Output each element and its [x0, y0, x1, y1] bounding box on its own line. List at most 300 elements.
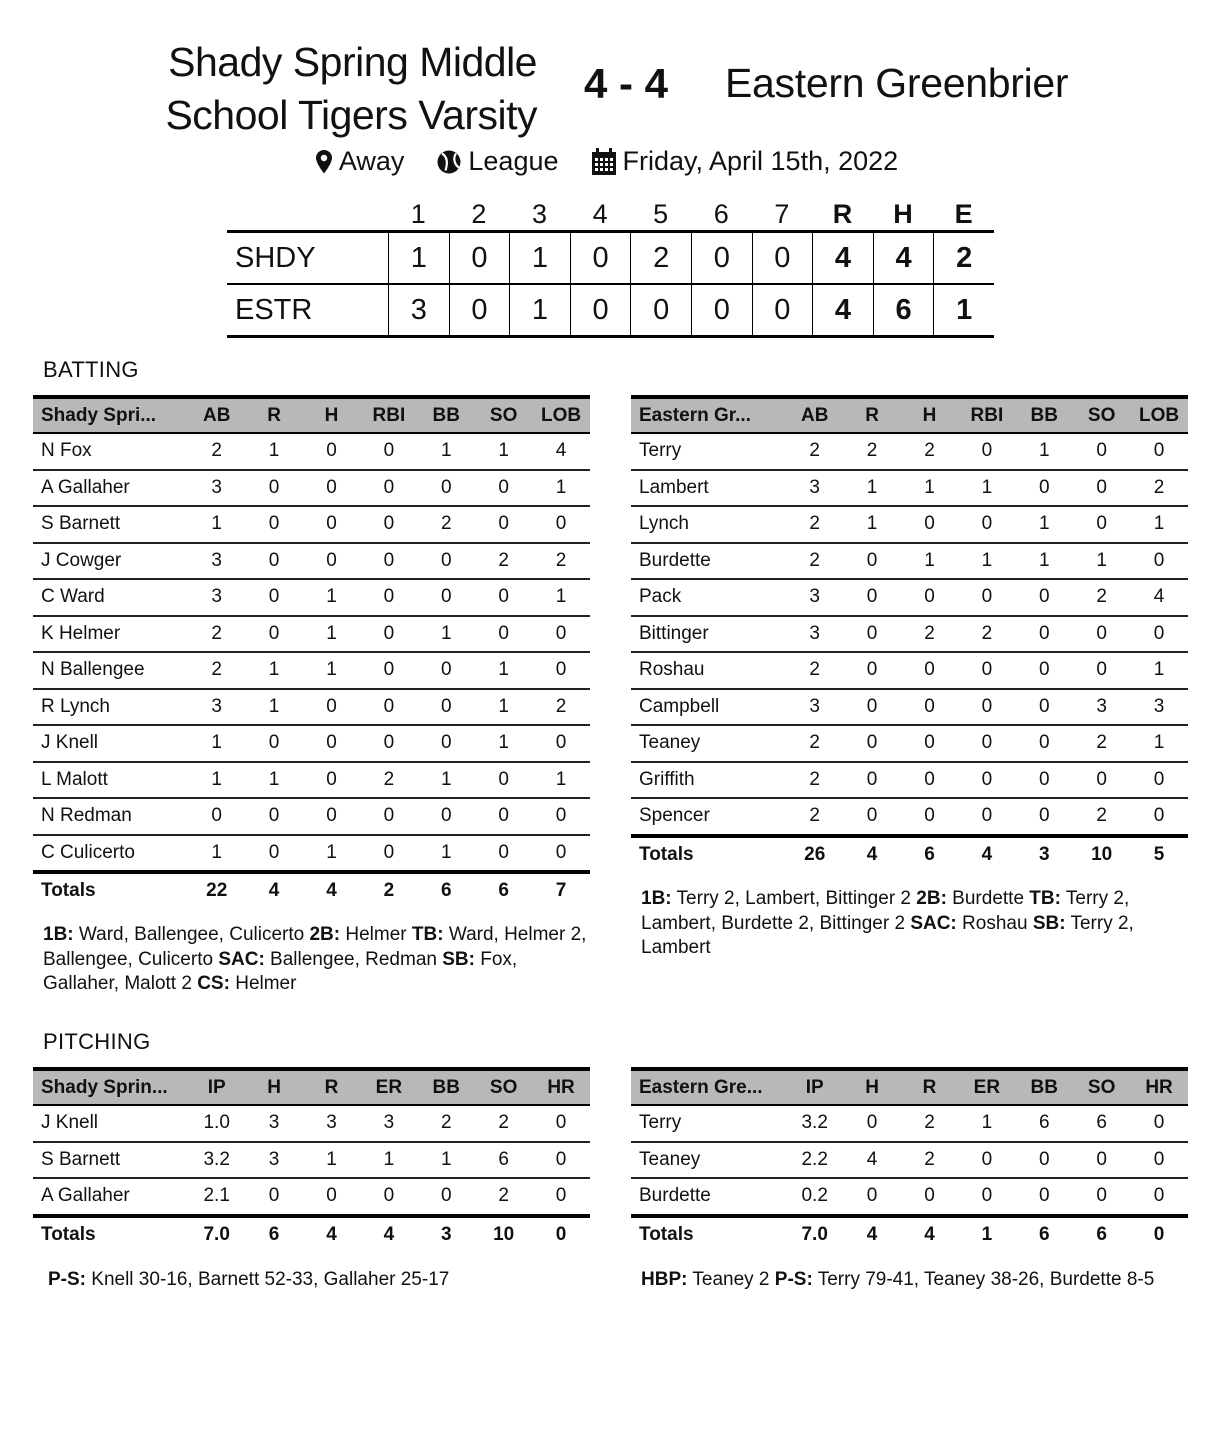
linescore-inning-cell: 1	[509, 285, 570, 335]
stat-value: 1	[498, 695, 509, 717]
player-name: Campbell	[639, 695, 720, 717]
stat-value: 0	[326, 440, 337, 462]
note-text: Ballengee, Redman	[264, 948, 443, 970]
date-info	[591, 146, 899, 177]
stat-value: 0	[1038, 732, 1050, 754]
stat-value: 0	[981, 768, 993, 790]
player-name: Lynch	[639, 513, 689, 535]
stat-value: 1	[1153, 659, 1165, 681]
linescore-inning-cell: 0	[449, 285, 510, 335]
table-row	[631, 1179, 1188, 1218]
table-header-row	[33, 395, 590, 434]
note-label: P-S:	[48, 1269, 86, 1290]
totals-label: Totals	[639, 843, 694, 865]
stat-value: 0	[440, 1185, 452, 1207]
totals-value: 2	[383, 880, 395, 901]
stat-value: 3	[211, 549, 222, 571]
totals-label: Totals	[41, 1223, 96, 1245]
stat-value: 0	[1038, 622, 1050, 644]
stat-column-header: BB	[1030, 1076, 1058, 1098]
table-row	[631, 544, 1188, 581]
totals-value: 6	[498, 880, 509, 901]
inning-header: 7	[774, 199, 790, 229]
table-header-row	[631, 1067, 1188, 1106]
stat-value: 0	[383, 1185, 395, 1207]
totals-value: 4	[383, 1223, 395, 1245]
totals-value: 6	[268, 1223, 280, 1245]
stat-value: 1	[326, 586, 337, 608]
stat-value: 1	[1038, 440, 1050, 462]
stat-value: 2	[924, 1112, 935, 1134]
stat-column-header: LOB	[1138, 404, 1180, 426]
linescore-row	[227, 283, 994, 335]
inning-header: 2	[471, 199, 487, 229]
stat-column-header: IP	[207, 1076, 226, 1098]
stat-value: 0	[924, 732, 935, 754]
stat-value: 0	[1096, 476, 1107, 498]
stat-column-header: RBI	[970, 404, 1004, 426]
totals-value: 4	[981, 843, 993, 865]
home-team-name-line2: School Tigers Varsity	[165, 92, 537, 138]
home-batting-notes	[43, 923, 595, 997]
note-text: Ward, Helmer 2, Ballengee, Culicerto	[43, 924, 587, 970]
totals-value: 6	[440, 880, 452, 901]
stat-value: 3	[268, 1112, 280, 1134]
player-name: J Knell	[41, 732, 99, 754]
player-name: Bittinger	[639, 622, 709, 644]
map-pin-icon	[315, 149, 333, 175]
stat-value: 6	[1096, 1112, 1107, 1134]
stat-value: 2	[440, 1112, 452, 1134]
stat-value: 0	[498, 841, 509, 863]
game-type-info	[436, 146, 558, 177]
totals-value: 7.0	[203, 1223, 230, 1245]
game-header	[0, 30, 1213, 140]
stat-value: 0	[1038, 805, 1050, 827]
player-name: N Redman	[41, 805, 132, 827]
note-text: Helmer	[340, 924, 412, 945]
batting-section-title: BATTING	[43, 357, 139, 382]
stat-value: 0	[1153, 805, 1165, 827]
stat-value: 0	[1038, 659, 1050, 681]
totals-value: 5	[1153, 843, 1165, 865]
table-row	[631, 799, 1188, 838]
stat-value: 2	[809, 659, 820, 681]
player-name: Terry	[639, 1112, 682, 1134]
stat-column-header: H	[922, 404, 937, 426]
stat-value: 0	[981, 732, 993, 754]
stat-value: 0	[1096, 622, 1107, 644]
stat-column-header: SO	[489, 404, 518, 426]
stat-value: 0	[268, 841, 280, 863]
player-name: Roshau	[639, 659, 705, 681]
player-name: J Cowger	[41, 549, 122, 571]
stat-value: 2	[924, 622, 935, 644]
stat-value: 2	[809, 768, 820, 790]
inning-header: 4	[592, 199, 608, 229]
stat-value: 2.1	[203, 1185, 230, 1207]
stat-value: 0	[1153, 549, 1165, 571]
stat-value: 0	[326, 695, 337, 717]
stat-value: 0	[1153, 1112, 1165, 1134]
totals-row	[631, 838, 1188, 872]
table-header-row	[631, 395, 1188, 434]
stat-value: 0	[498, 476, 509, 498]
totals-value: 22	[206, 880, 228, 901]
linescore-team-abbr: SHDY	[235, 241, 316, 274]
totals-row	[33, 1218, 590, 1252]
stat-value: 1	[1153, 513, 1165, 535]
stat-value: 0	[211, 805, 222, 827]
table-row	[631, 726, 1188, 763]
stat-value: 3	[1096, 695, 1107, 717]
table-row	[33, 544, 590, 581]
stat-column-header: H	[865, 1076, 879, 1098]
note-label: TB:	[411, 924, 444, 945]
stat-value: 2	[809, 805, 820, 827]
table-row	[631, 1106, 1188, 1143]
stat-value: 0	[440, 476, 452, 498]
note-label: 2B:	[309, 924, 341, 945]
totals-value: 4	[326, 1223, 337, 1245]
stat-value: 0	[981, 1185, 993, 1207]
table-row	[631, 507, 1188, 544]
location-label: Away	[338, 146, 405, 176]
stat-value: 0	[383, 549, 395, 571]
stat-value: 0	[866, 549, 878, 571]
stat-value: 1	[866, 513, 878, 535]
stat-value: 0	[268, 805, 280, 827]
linescore-inning-cell: 3	[388, 285, 449, 335]
stat-value: 3.2	[801, 1112, 828, 1134]
team-column-header: Eastern Gr...	[639, 404, 751, 426]
stat-value: 0	[326, 768, 337, 790]
table-row	[631, 617, 1188, 654]
note-text: Terry 2, Lambert, Bittinger 2	[671, 888, 917, 909]
stat-value: 2	[498, 549, 509, 571]
stat-value: 4	[1153, 586, 1165, 608]
note-label: TB:	[1029, 888, 1061, 909]
table-row	[33, 1143, 590, 1180]
stat-value: 0	[383, 732, 395, 754]
linescore-inning-cell: 0	[752, 233, 813, 283]
table-row	[33, 580, 590, 617]
stat-value: 1	[440, 841, 452, 863]
totals-value: 4	[924, 1223, 935, 1245]
stat-value: 0	[326, 513, 337, 535]
stat-value: 0	[383, 586, 395, 608]
stat-column-header: ER	[375, 1076, 403, 1098]
table-row	[33, 653, 590, 690]
stat-column-header: H	[324, 404, 339, 426]
stat-value: 0	[1096, 659, 1107, 681]
stat-value: 3	[1153, 695, 1165, 717]
stat-value: 1	[440, 768, 452, 790]
linescore-total-cell: 4	[873, 233, 934, 283]
stat-value: 0	[866, 732, 878, 754]
stat-value: 1	[383, 1148, 395, 1170]
home-team-name-line1: Shady Spring Middle	[168, 39, 537, 85]
stat-value: 0	[440, 586, 452, 608]
note-label: SB:	[1032, 912, 1066, 934]
home-pitching-table	[33, 1067, 590, 1252]
stat-value: 1	[268, 659, 280, 681]
inning-header: 6	[713, 199, 729, 229]
stat-value: 0	[268, 586, 280, 608]
stat-value: 0	[268, 549, 280, 571]
stat-value: 0	[1038, 586, 1050, 608]
table-row	[33, 763, 590, 800]
stat-value: 1	[1153, 732, 1165, 754]
totals-label: Totals	[639, 1223, 694, 1245]
stat-column-header: R	[267, 404, 281, 426]
linescore-inning-cell: 0	[449, 233, 510, 283]
linescore-body	[227, 230, 994, 338]
totals-value: 7.0	[801, 1223, 828, 1245]
stat-column-header: RBI	[372, 404, 406, 426]
stat-value: 1	[440, 622, 452, 644]
linescore-total-cell: 4	[812, 233, 873, 283]
player-name: C Ward	[41, 586, 105, 608]
note-text: Knell 30-16, Barnett 52-33, Gallaher 25-17	[86, 1269, 450, 1290]
stat-value: 1	[981, 476, 993, 498]
player-name: Teaney	[639, 732, 701, 754]
stat-value: 0	[866, 1112, 878, 1134]
player-name: Griffith	[639, 768, 695, 790]
totals-value: 3	[1038, 843, 1050, 865]
stat-value: 0	[866, 695, 878, 717]
player-name: L Malott	[41, 768, 108, 790]
player-name: S Barnett	[41, 1148, 121, 1170]
player-name: J Knell	[41, 1112, 99, 1134]
stat-value: 1	[1038, 549, 1050, 571]
note-text: Terry 2, Lambert, Burdette 2, Bittinger 2	[641, 888, 1130, 934]
stat-value: 0	[924, 513, 935, 535]
stat-value: 2	[1096, 732, 1107, 754]
stat-value: 0	[440, 659, 452, 681]
stat-value: 0	[924, 695, 935, 717]
stat-value: 0	[981, 659, 993, 681]
stat-value: 0	[555, 622, 567, 644]
linescore	[227, 196, 994, 338]
note-label: SAC:	[910, 912, 957, 934]
stat-value: 0	[555, 805, 567, 827]
totals-value: 10	[493, 1223, 515, 1245]
stat-value: 0	[1153, 1148, 1165, 1170]
stat-value: 0	[924, 1185, 935, 1207]
stat-value: 0	[1153, 1185, 1165, 1207]
stat-value: 1	[555, 476, 567, 498]
stat-value: 3	[268, 1148, 280, 1170]
stat-value: 0	[440, 805, 452, 827]
table-row	[33, 471, 590, 508]
totals-row	[631, 1218, 1188, 1252]
player-name: K Helmer	[41, 622, 121, 644]
stat-value: 0	[326, 805, 337, 827]
team-column-header: Shady Sprin...	[41, 1076, 168, 1098]
linescore-total-cell: 2	[933, 233, 994, 283]
stat-value: 1	[866, 476, 878, 498]
note-text: Teaney 2	[687, 1269, 775, 1290]
stat-value: 0	[383, 476, 395, 498]
totals-label: Totals	[41, 880, 96, 901]
linescore-inning-cell: 0	[752, 285, 813, 335]
stat-value: 1	[211, 841, 222, 863]
stat-value: 0	[981, 440, 993, 462]
stat-value: 6	[1038, 1112, 1050, 1134]
stat-value: 0	[1038, 1185, 1050, 1207]
stat-value: 0	[498, 622, 509, 644]
note-label: CS:	[197, 973, 230, 994]
inning-header: 1	[410, 199, 426, 229]
totals-value: 6	[1096, 1223, 1107, 1245]
stat-value: 0	[555, 1148, 567, 1170]
totals-value: 1	[981, 1223, 993, 1245]
stat-value: 0	[1096, 768, 1107, 790]
stat-column-header: HR	[547, 1076, 575, 1098]
table-row	[33, 690, 590, 727]
player-name: N Fox	[41, 440, 92, 462]
linescore-total-cell: 4	[812, 285, 873, 335]
stat-column-header: LOB	[540, 404, 582, 426]
stat-value: 4	[866, 1148, 878, 1170]
stat-value: 0	[981, 586, 993, 608]
stat-value: 0	[326, 549, 337, 571]
stat-value: 0	[326, 732, 337, 754]
stat-value: 0	[1096, 1148, 1107, 1170]
stat-column-header: R	[922, 1076, 937, 1098]
note-text: Fox, Gallaher, Malott 2	[43, 948, 518, 994]
stat-value: 1	[268, 768, 280, 790]
errors-header: E	[954, 199, 973, 229]
player-name: R Lynch	[41, 695, 110, 717]
stat-value: 2	[555, 549, 567, 571]
note-text: Burdette	[946, 888, 1030, 909]
final-score: 4 - 4	[584, 60, 669, 107]
stat-value: 3	[211, 476, 222, 498]
stat-value: 0.2	[801, 1185, 828, 1207]
stat-value: 4	[555, 440, 567, 462]
stat-value: 0	[924, 659, 935, 681]
linescore-inning-cell: 1	[388, 233, 449, 283]
stat-value: 1	[981, 549, 993, 571]
player-name: Lambert	[639, 476, 709, 498]
linescore-inning-cell: 0	[570, 233, 631, 283]
stat-value: 2	[498, 1185, 509, 1207]
totals-value: 4	[326, 880, 337, 901]
stat-value: 2	[809, 513, 820, 535]
player-name: Teaney	[639, 1148, 701, 1170]
totals-value: 0	[555, 1223, 567, 1245]
stat-value: 3	[809, 695, 820, 717]
stat-value: 1	[981, 1112, 993, 1134]
stat-value: 2	[440, 513, 452, 535]
note-text: Terry 79-41, Teaney 38-26, Burdette 8-5	[812, 1269, 1155, 1290]
stat-column-header: HR	[1145, 1076, 1173, 1098]
stat-value: 0	[555, 732, 567, 754]
stat-value: 2	[924, 440, 935, 462]
stat-value: 0	[1038, 1148, 1050, 1170]
stat-value: 0	[1153, 622, 1165, 644]
linescore-row	[227, 233, 994, 283]
stat-value: 0	[326, 1185, 337, 1207]
stat-value: 2	[211, 622, 222, 644]
stat-value: 2	[383, 768, 395, 790]
stat-value: 0	[866, 659, 878, 681]
stat-column-header: ER	[973, 1076, 1001, 1098]
stat-value: 0	[981, 695, 993, 717]
stat-value: 2	[924, 1148, 935, 1170]
stat-value: 0	[440, 549, 452, 571]
stat-value: 0	[383, 695, 395, 717]
stat-value: 0	[440, 695, 452, 717]
stat-value: 0	[440, 732, 452, 754]
totals-value: 6	[1038, 1223, 1050, 1245]
stat-value: 0	[498, 586, 509, 608]
player-name: Terry	[639, 440, 682, 462]
note-label: SB:	[442, 948, 475, 970]
stat-value: 0	[1038, 695, 1050, 717]
stat-value: 1	[498, 659, 509, 681]
player-name: Spencer	[639, 805, 710, 827]
stat-value: 2	[981, 622, 993, 644]
table-row	[631, 690, 1188, 727]
stat-value: 0	[498, 805, 509, 827]
stat-value: 0	[924, 805, 935, 827]
stat-value: 1.0	[203, 1112, 230, 1134]
stat-value: 1	[211, 768, 222, 790]
stat-value: 0	[268, 1185, 280, 1207]
totals-value: 4	[866, 843, 878, 865]
stat-value: 0	[268, 513, 280, 535]
stat-column-header: SO	[489, 1076, 518, 1098]
table-row	[33, 836, 590, 875]
stat-value: 2	[1096, 586, 1107, 608]
stat-value: 0	[555, 1185, 567, 1207]
runs-header: R	[832, 199, 853, 229]
stat-value: 1	[498, 440, 509, 462]
table-row	[33, 726, 590, 763]
stat-value: 3	[211, 586, 222, 608]
player-name: Burdette	[639, 549, 711, 571]
stat-value: 0	[326, 476, 337, 498]
stat-value: 2	[1153, 476, 1165, 498]
ball-icon	[436, 149, 462, 175]
table-row	[33, 507, 590, 544]
note-text: Roshau	[956, 912, 1033, 934]
stat-column-header: BB	[1030, 404, 1058, 426]
stat-value: 0	[268, 622, 280, 644]
stat-value: 0	[268, 732, 280, 754]
stat-value: 0	[555, 513, 567, 535]
totals-value: 4	[866, 1223, 878, 1245]
stat-value: 1	[326, 659, 337, 681]
stat-value: 1	[498, 732, 509, 754]
player-name: Burdette	[639, 1185, 711, 1207]
stat-value: 0	[1038, 476, 1050, 498]
linescore-inning-cell: 1	[509, 233, 570, 283]
stat-value: 1	[268, 440, 280, 462]
date-label: Friday, April 15th, 2022	[622, 146, 899, 176]
stat-value: 3.2	[203, 1148, 230, 1170]
player-name: Pack	[639, 586, 682, 608]
linescore-inning-cell: 0	[570, 285, 631, 335]
inning-header: 3	[531, 199, 547, 229]
stat-value: 1	[326, 1148, 337, 1170]
stat-value: 0	[1153, 768, 1165, 790]
stat-value: 0	[383, 805, 395, 827]
note-label: SAC:	[218, 948, 265, 970]
